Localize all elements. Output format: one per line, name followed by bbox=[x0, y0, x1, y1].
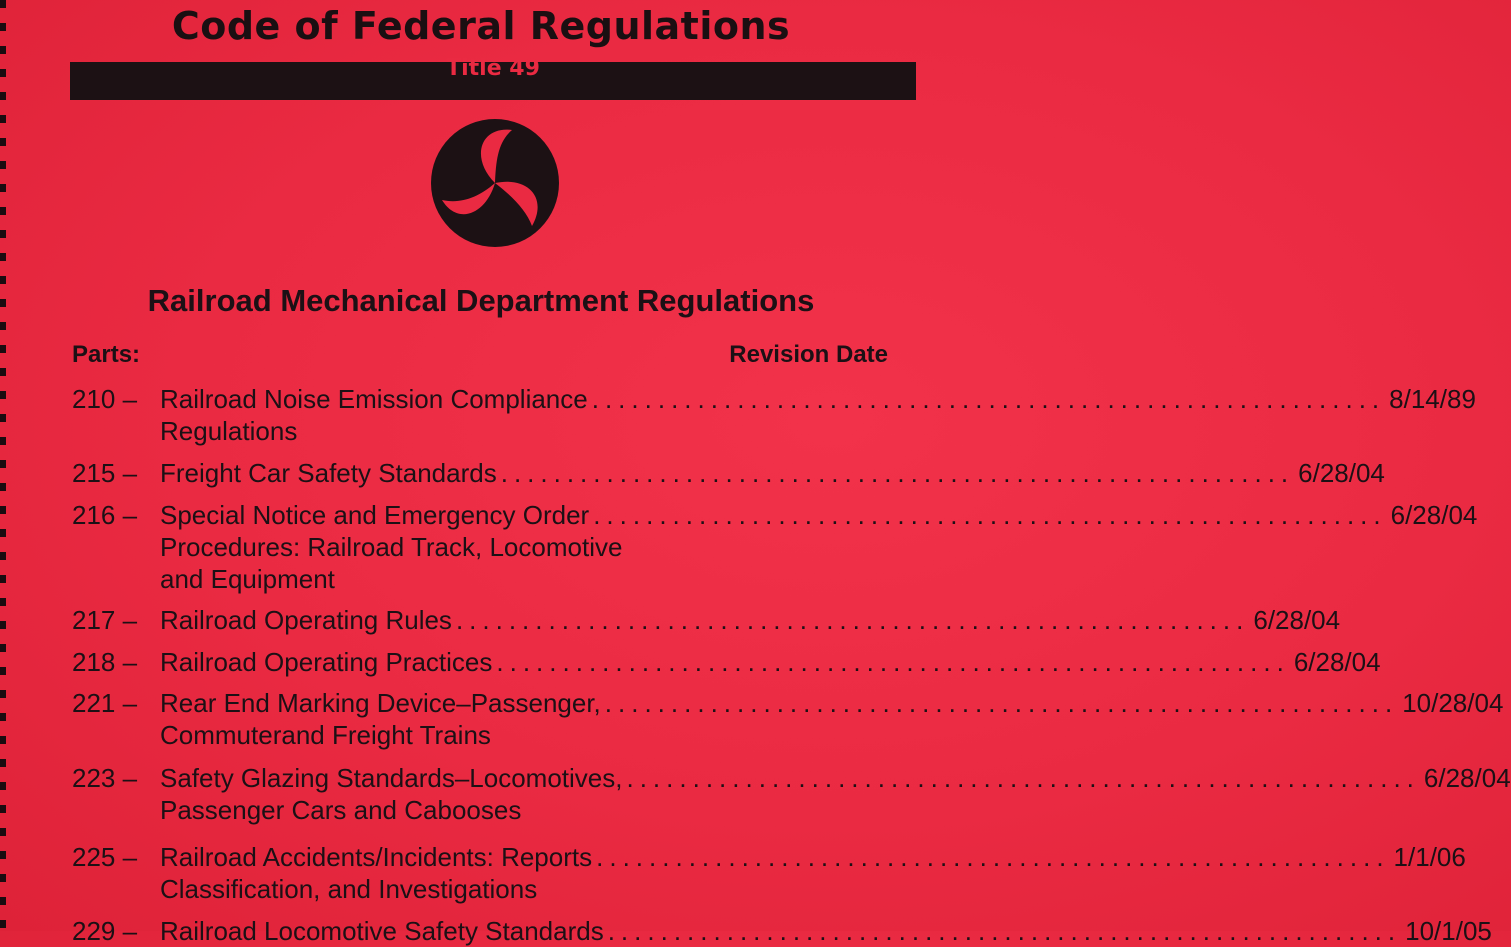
revision-date: 6/28/04 bbox=[1423, 763, 1511, 793]
revision-date: 1/1/06 bbox=[1393, 842, 1466, 872]
dot-leader: ............................................................ bbox=[500, 458, 1295, 488]
part-title-line bbox=[160, 457, 1385, 489]
part-title-text: Freight Car Safety Standards bbox=[160, 458, 497, 488]
part-title-line bbox=[160, 563, 898, 595]
title-bar bbox=[70, 56, 916, 100]
part-number: 217 – bbox=[72, 605, 138, 635]
dot-triskelion-icon bbox=[430, 118, 560, 248]
part-number: 218 – bbox=[72, 647, 138, 677]
document-title: Code of Federal Regulations bbox=[171, 4, 791, 48]
part-number: 225 – bbox=[72, 842, 138, 872]
part-title-line bbox=[160, 499, 1478, 531]
part-title-text: Safety Glazing Standards–Locomotives, bbox=[160, 763, 623, 793]
part-number: 223 – bbox=[72, 763, 138, 793]
part-title-text: Procedures: Railroad Track, Locomotive bbox=[160, 532, 623, 562]
revision-date: 10/28/04 bbox=[1402, 688, 1504, 718]
part-title-text: Railroad Noise Emission Compliance bbox=[160, 384, 588, 414]
part-title-line bbox=[160, 687, 1504, 719]
dot-leader: ............................................................ bbox=[496, 647, 1290, 677]
part-title bbox=[160, 604, 1341, 636]
part-title bbox=[160, 646, 1381, 678]
part-title bbox=[160, 383, 1476, 447]
revision-date: 8/14/89 bbox=[1389, 384, 1476, 414]
page-subtitle: Railroad Mechanical Department Regulations bbox=[147, 283, 815, 318]
revision-date-column-header: Revision Date bbox=[729, 341, 888, 368]
revision-date: 6/28/04 bbox=[1298, 458, 1385, 488]
part-title-text: Passenger Cars and Cabooses bbox=[160, 795, 522, 825]
dot-leader: ............................................................ bbox=[455, 605, 1250, 635]
dot-leader: ............................................................ bbox=[596, 842, 1390, 872]
part-title-line bbox=[160, 646, 1381, 678]
part-title bbox=[160, 499, 1478, 595]
part-title-text: Regulations bbox=[160, 416, 298, 446]
part-title-text: Special Notice and Emergency Order bbox=[160, 500, 590, 530]
part-title-line bbox=[160, 531, 898, 563]
part-title bbox=[160, 841, 1466, 905]
part-number: 229 – bbox=[72, 916, 138, 946]
part-title bbox=[160, 762, 1511, 826]
part-title-text: and Equipment bbox=[160, 564, 335, 594]
part-number: 216 – bbox=[72, 500, 138, 530]
part-title-line bbox=[160, 719, 898, 751]
part-title bbox=[160, 457, 1385, 489]
title-number: Title 49 bbox=[446, 56, 540, 81]
part-title bbox=[160, 915, 1492, 947]
part-title-text: Classification, and Investigations bbox=[160, 874, 538, 904]
part-number: 215 – bbox=[72, 458, 138, 488]
revision-date: 6/28/04 bbox=[1293, 647, 1381, 677]
part-title-line bbox=[160, 915, 1492, 947]
part-number: 221 – bbox=[72, 688, 138, 718]
part-title-line bbox=[160, 873, 898, 905]
part-title-text: Railroad Operating Rules bbox=[160, 605, 452, 635]
part-title-text: Railroad Locomotive Safety Standards bbox=[160, 916, 604, 946]
part-title-text: Rear End Marking Device–Passenger, bbox=[160, 688, 601, 718]
part-title bbox=[160, 687, 1504, 751]
part-number: 210 – bbox=[72, 384, 138, 414]
revision-date: 6/28/04 bbox=[1253, 605, 1341, 635]
dot-leader: ............................................................ bbox=[593, 500, 1387, 530]
revision-date: 6/28/04 bbox=[1390, 500, 1478, 530]
dot-leader: ............................................................ bbox=[591, 384, 1386, 414]
dot-leader: ............................................................ bbox=[607, 916, 1402, 946]
part-title-line bbox=[160, 604, 1341, 636]
part-title-text: Commuterand Freight Trains bbox=[160, 720, 491, 750]
dot-leader: ............................................................ bbox=[626, 763, 1420, 793]
spiral-binding bbox=[0, 0, 6, 931]
part-title-line bbox=[160, 841, 1466, 873]
revision-date: 10/1/05 bbox=[1405, 916, 1492, 946]
part-title-text: Railroad Operating Practices bbox=[160, 647, 493, 677]
part-title-text: Railroad Accidents/Incidents: Reports bbox=[160, 842, 593, 872]
part-title-line bbox=[160, 794, 898, 826]
dot-leader: ............................................................ bbox=[604, 688, 1399, 718]
parts-column-header: Parts: bbox=[72, 341, 141, 368]
part-title-line bbox=[160, 383, 1476, 415]
part-title-line bbox=[160, 415, 898, 447]
part-title-line bbox=[160, 762, 1511, 794]
